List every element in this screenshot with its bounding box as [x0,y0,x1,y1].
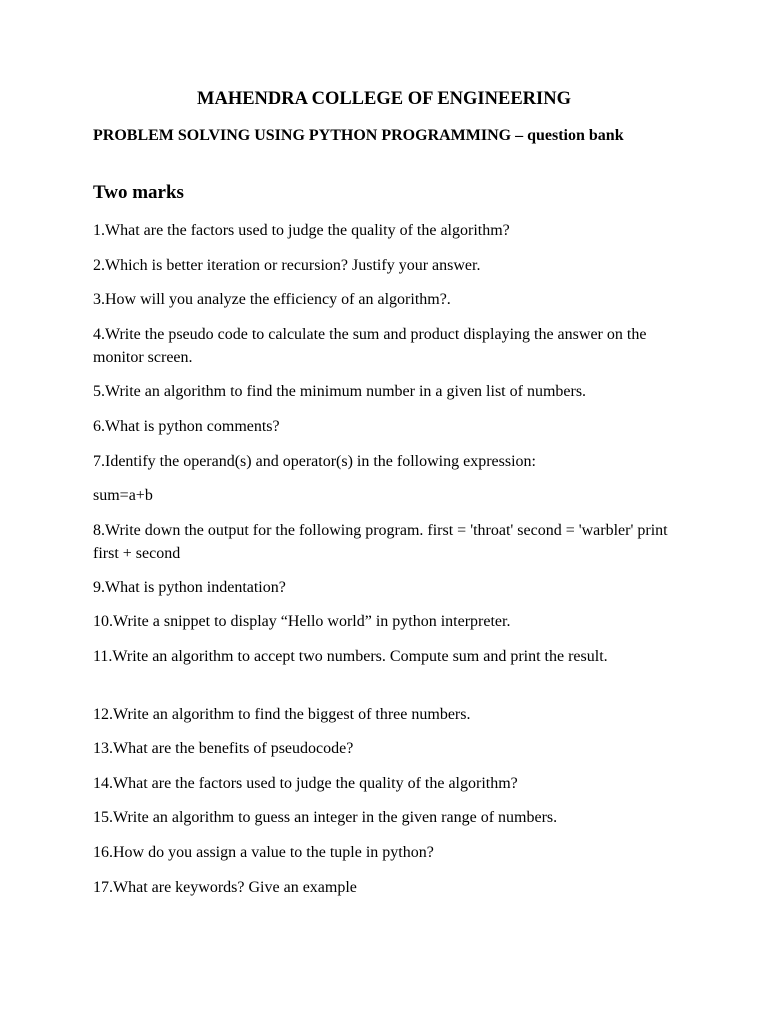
question-8: 8.Write down the output for the following program. first = 'throat' second = 'warbler' print first + second [93,522,668,562]
question-14: 14.What are the factors used to judge the quality of the algorithm? [93,775,518,792]
question-13: 13.What are the benefits of pseudocode? [93,740,354,757]
question-6: 6.What is python comments? [93,418,280,435]
question-16: 16.How do you assign a value to the tuple in python? [93,844,434,861]
document-title: MAHENDRA COLLEGE OF ENGINEERING [197,89,571,109]
question-5: 5.Write an algorithm to find the minimum number in a given list of numbers. [93,383,587,400]
question-4: 4.Write the pseudo code to calculate the sum and product displaying the answer on the monitor screen. [93,326,647,366]
question-17: 17.What are keywords? Give an example [93,879,357,896]
question-10: 10.Write a snippet to display “Hello world” in python interpreter. [93,613,511,630]
question-11: 11.Write an algorithm to accept two numbers. Compute sum and print the result. [93,648,608,665]
question-12: 12.Write an algorithm to find the biggest of three numbers. [93,706,471,723]
question-7-expression: sum=a+b [93,487,153,504]
question-7: 7.Identify the operand(s) and operator(s) in the following expression: [93,453,536,470]
question-1: 1.What are the factors used to judge the quality of the algorithm? [93,222,510,239]
question-9: 9.What is python indentation? [93,579,286,596]
document-subtitle: PROBLEM SOLVING USING PYTHON PROGRAMMING – question bank [93,127,624,144]
question-3: 3.How will you analyze the efficiency of an algorithm?. [93,291,451,308]
question-15: 15.Write an algorithm to guess an integer in the given range of numbers. [93,809,558,826]
section-heading: Two marks [93,182,184,203]
question-2: 2.Which is better iteration or recursion? Justify your answer. [93,257,481,274]
